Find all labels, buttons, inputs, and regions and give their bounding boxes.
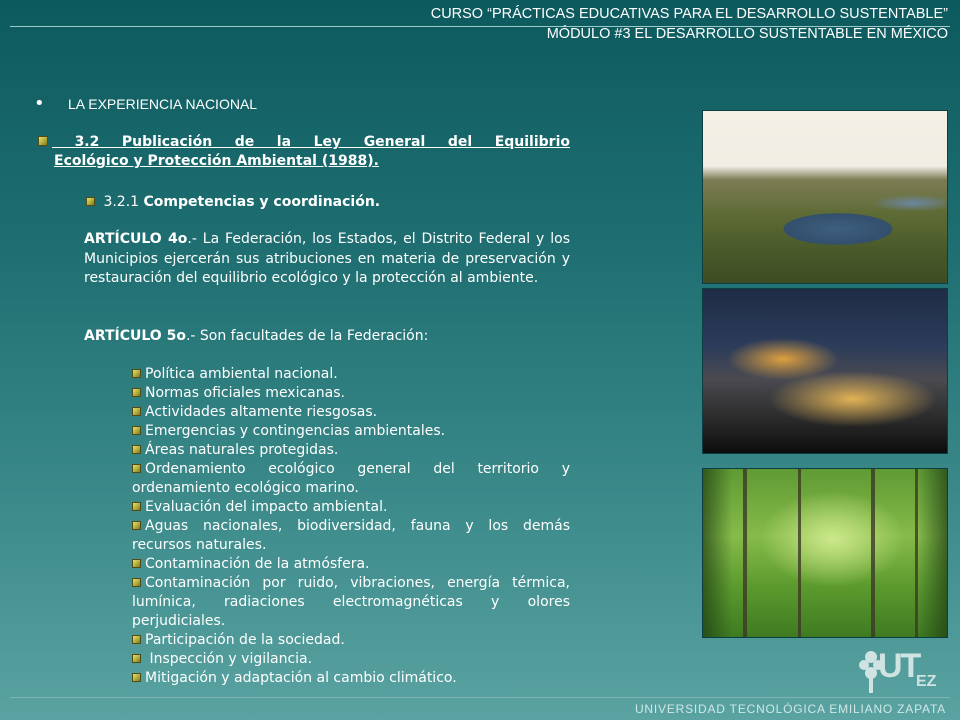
list-item: Normas oficiales mexicanas. xyxy=(132,384,570,403)
square-bullet-icon xyxy=(132,521,141,530)
square-bullet-icon xyxy=(132,426,141,435)
heading-3-2-1 xyxy=(86,193,380,211)
list-item: Emergencias y contingencias ambientales. xyxy=(132,422,570,441)
green-forest-photo xyxy=(702,468,948,638)
list-item: Contaminación de la atmósfera. xyxy=(132,555,570,574)
tree-trunk xyxy=(915,469,918,637)
university-name: UNIVERSIDAD TECNOLÓGICA EMILIANO ZAPATA xyxy=(634,702,946,716)
logo-main-text: UT xyxy=(878,647,920,685)
article-4-text: .- La Federación, los Estados, el Distrito Federal y los Municipios ejercerán sus atribuciones en materia de preservación y restauración del equilibrio ecológico y la protección al ambiente. xyxy=(84,231,570,286)
list-item: Política ambiental nacional. xyxy=(132,365,570,384)
footer-divider xyxy=(10,697,950,698)
square-bullet-icon xyxy=(132,464,141,473)
river-canyon-photo xyxy=(702,110,948,284)
heading-3-2-1-number: 3.2.1 xyxy=(103,194,140,210)
square-bullet-icon xyxy=(132,559,141,568)
square-bullet-icon xyxy=(132,502,141,511)
list-item: Áreas naturales protegidas. xyxy=(132,441,570,460)
list-item: Participación de la sociedad. xyxy=(132,631,570,650)
tree-trunk xyxy=(871,469,875,637)
list-item: Contaminación por ruido, vibraciones, energía térmica, lumínica, radiaciones electromagnéticas y olores perjudiciales. xyxy=(132,575,570,629)
article-5-text: .- Son facultades de la Federación: xyxy=(185,328,429,344)
logo-sub-text: EZ xyxy=(916,673,937,690)
tree-trunk xyxy=(798,469,801,637)
module-title: MÓDULO #3 EL DESARROLLO SUSTENTABLE EN MÉXICO xyxy=(546,26,948,42)
faculties-list xyxy=(132,365,570,688)
list-item: Actividades altamente riesgosas. xyxy=(132,403,570,422)
heading-3-2 xyxy=(38,133,570,171)
sunset-clouds-photo xyxy=(702,288,948,454)
square-bullet-icon xyxy=(132,407,141,416)
square-bullet-icon xyxy=(132,388,141,397)
course-title: CURSO “PRÁCTICAS EDUCATIVAS PARA EL DESARROLLO SUSTENTABLE” xyxy=(430,6,948,22)
list-item: Ordenamiento ecológico general del territorio y ordenamiento ecológico marino. xyxy=(132,461,570,496)
list-item: Mitigación y adaptación al cambio climático. xyxy=(132,669,570,688)
square-bullet-icon xyxy=(86,197,95,206)
square-bullet-icon xyxy=(132,654,141,663)
square-bullet-icon xyxy=(38,136,48,146)
heading-3-2-1-title: Competencias y coordinación. xyxy=(143,194,381,210)
article-4-label: ARTÍCULO 4o xyxy=(84,231,188,247)
list-item: Aguas nacionales, biodiversidad, fauna y los demás recursos naturales. xyxy=(132,518,570,553)
article-5-label: ARTÍCULO 5o xyxy=(84,328,186,344)
square-bullet-icon xyxy=(132,445,141,454)
square-bullet-icon xyxy=(132,635,141,644)
square-bullet-icon xyxy=(132,673,141,682)
square-bullet-icon xyxy=(132,369,141,378)
square-bullet-icon xyxy=(132,578,141,587)
article-4-paragraph xyxy=(84,230,570,289)
article-5-paragraph xyxy=(84,327,570,347)
section-bullet: • xyxy=(34,93,45,114)
list-item: Inspección y vigilancia. xyxy=(132,650,570,669)
utez-logo xyxy=(858,643,948,695)
tree-trunk xyxy=(743,469,747,637)
heading-3-2-line1: 3.2 Publicación de la Ley General del Equilibrio xyxy=(74,134,570,150)
list-item: Evaluación del impacto ambiental. xyxy=(132,498,570,517)
heading-3-2-line2: Ecológico y Protección Ambiental (1988). xyxy=(54,153,379,169)
section-title: LA EXPERIENCIA NACIONAL xyxy=(68,96,258,112)
